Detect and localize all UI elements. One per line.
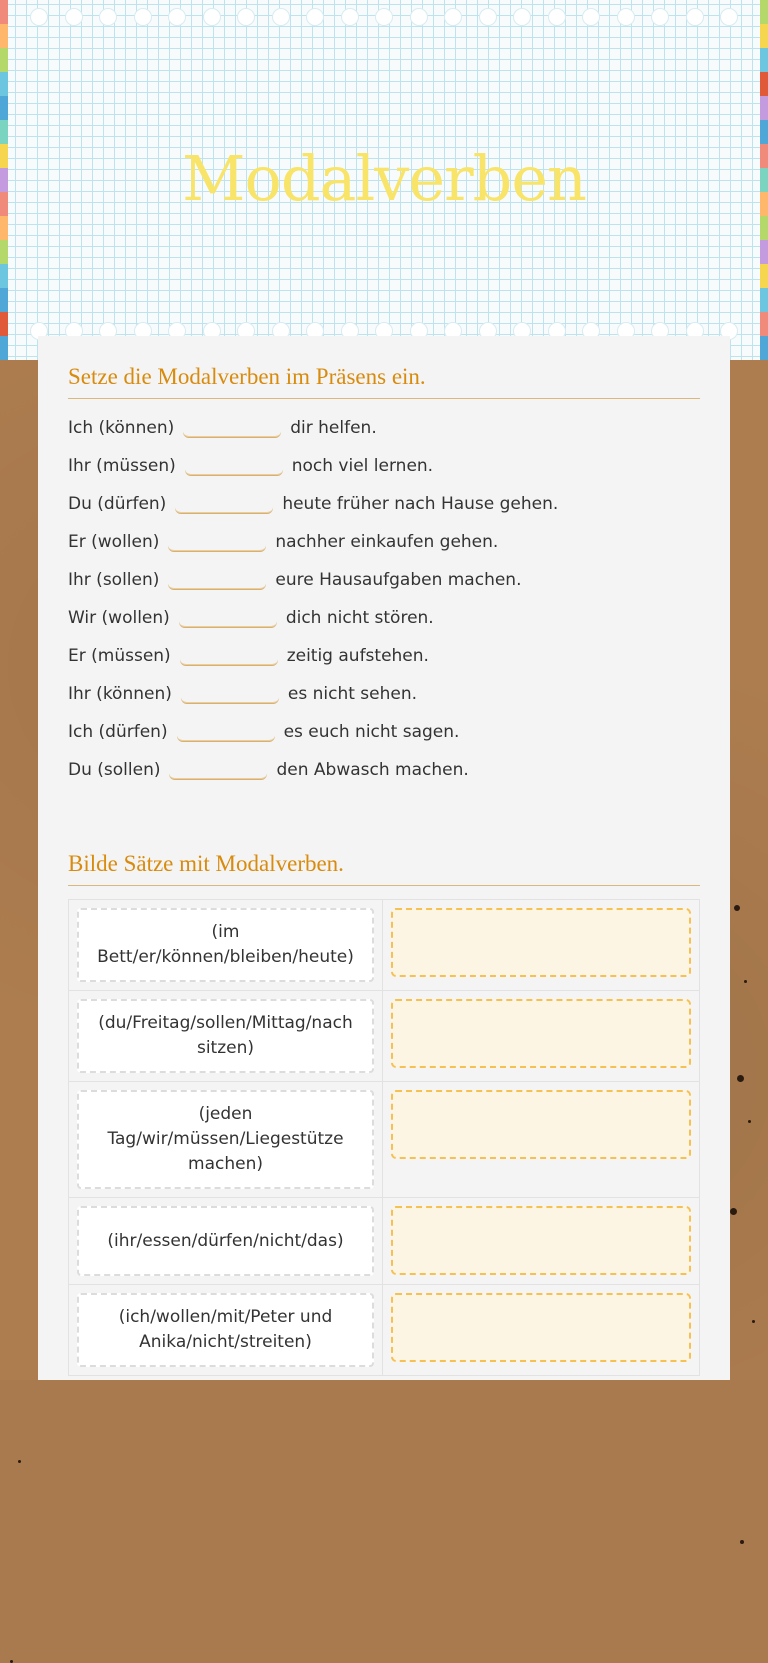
blank-input[interactable] (168, 527, 266, 552)
blank-input[interactable] (177, 717, 275, 742)
fill-suffix: zeitig aufstehen. (286, 646, 429, 666)
blank-input[interactable] (180, 641, 278, 666)
section-title-sentences: Bilde Sätze mit Modalverben. (68, 851, 700, 886)
fill-row (68, 450, 433, 476)
table-row (69, 900, 699, 991)
fill-suffix: dir helfen. (290, 418, 377, 438)
fill-prefix: Er (wollen) (68, 532, 160, 552)
fill-prefix: Du (sollen) (68, 760, 161, 780)
fill-prefix: Ihr (können) (68, 684, 172, 704)
section-title-fill: Setze die Modalverben im Präsens ein. (68, 364, 700, 399)
blank-input[interactable] (181, 679, 279, 704)
blank-input[interactable] (179, 603, 277, 628)
blank-input[interactable] (175, 489, 273, 514)
fill-row (68, 564, 521, 590)
binder-holes-top (30, 8, 738, 26)
fill-prefix: Er (müssen) (68, 646, 171, 666)
header-banner (0, 0, 768, 360)
fill-suffix: dich nicht stören. (285, 608, 434, 628)
fill-suffix: heute früher nach Hause gehen. (282, 494, 559, 514)
fill-prefix: Ich (dürfen) (68, 722, 168, 742)
fill-suffix: es euch nicht sagen. (283, 722, 460, 742)
fill-row (68, 488, 558, 514)
answer-box[interactable] (391, 999, 691, 1068)
fill-prefix: Ich (können) (68, 418, 175, 438)
table-row (69, 1198, 699, 1285)
table-row (69, 991, 699, 1082)
blank-input[interactable] (185, 451, 283, 476)
prompt-card: (du/Freitag/sollen/Mittag/nach sitzen) (77, 999, 374, 1073)
fill-suffix: den Abwasch machen. (276, 760, 469, 780)
answer-box[interactable] (391, 908, 691, 977)
worksheet-card (38, 336, 730, 1380)
prompt-card: (jeden Tag/wir/müssen/Liegestütze machen) (77, 1090, 374, 1189)
fill-row (68, 602, 434, 628)
fill-suffix: eure Hausaufgaben machen. (275, 570, 522, 590)
table-row (69, 1285, 699, 1375)
prompt-card: (ich/wollen/mit/Peter und Anika/nicht/streiten) (77, 1293, 374, 1367)
fill-prefix: Du (dürfen) (68, 494, 167, 514)
fill-prefix: Wir (wollen) (68, 608, 170, 628)
fill-row (68, 678, 417, 704)
fill-row (68, 640, 429, 666)
fill-row (68, 754, 469, 780)
blank-input[interactable] (183, 413, 281, 438)
fill-row (68, 412, 377, 438)
prompt-card: (im Bett/er/können/bleiben/heute) (77, 908, 374, 982)
prompt-card: (ihr/essen/dürfen/nicht/das) (77, 1206, 374, 1276)
fill-suffix: nachher einkaufen gehen. (275, 532, 499, 552)
fill-row (68, 526, 498, 552)
blank-input[interactable] (168, 565, 266, 590)
answer-box[interactable] (391, 1206, 691, 1275)
table-row (69, 1082, 699, 1198)
sentence-table (68, 899, 700, 1376)
fill-prefix: Ihr (sollen) (68, 570, 160, 590)
fill-prefix: Ihr (müssen) (68, 456, 176, 476)
page-title: Modalverben (182, 142, 586, 215)
blank-input[interactable] (169, 755, 267, 780)
answer-box[interactable] (391, 1090, 691, 1159)
fill-suffix: es nicht sehen. (287, 684, 418, 704)
answer-box[interactable] (391, 1293, 691, 1362)
fill-row (68, 716, 459, 742)
fill-suffix: noch viel lernen. (291, 456, 434, 476)
